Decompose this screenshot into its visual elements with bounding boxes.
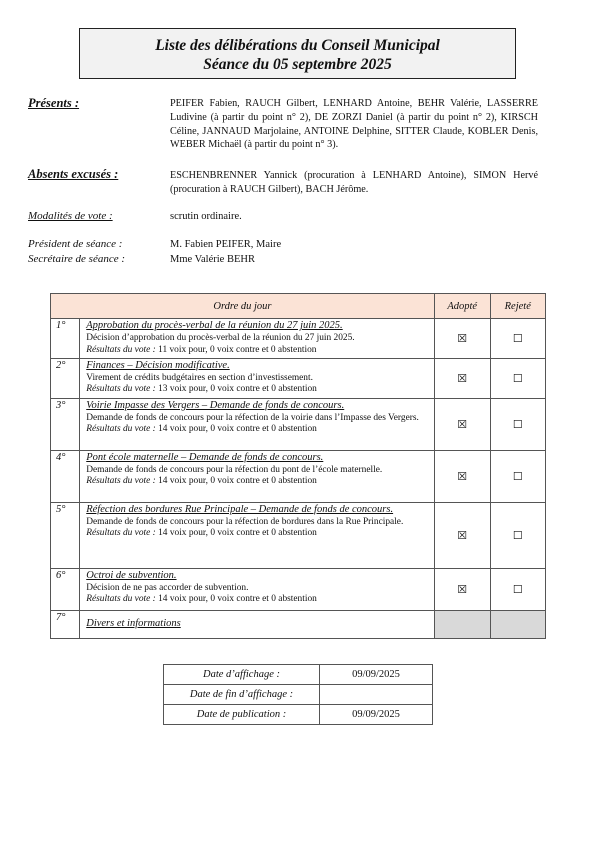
secretary-value: Mme Valérie BEHR (170, 254, 255, 265)
agenda-item-title: Divers et informations (86, 617, 181, 629)
agenda-row (51, 502, 546, 568)
vote-mode-value: scrutin ordinaire. (170, 211, 242, 222)
secretary-label: Secrétaire de séance : (28, 253, 126, 265)
agenda-item-content (80, 450, 435, 502)
posting-row (164, 665, 433, 685)
document-title-box (79, 28, 516, 79)
agenda-item-content (80, 502, 435, 568)
adopted-checkbox: ☒ (434, 568, 490, 610)
agenda-item-title: Réfection des bordures Rue Principale – Demande de fonds de concours. (86, 503, 394, 515)
president-label: Président de séance : (28, 238, 123, 250)
agenda-item-number: 5° (51, 502, 80, 568)
vote-results-label: Résultats du vote : (86, 344, 156, 355)
agenda-item-content (80, 319, 435, 359)
agenda-item-number: 3° (51, 398, 80, 450)
agenda-item-title: Octroi de subvention. (86, 569, 177, 581)
posting-row (164, 685, 433, 705)
agenda-item-content (80, 568, 435, 610)
posting-row (164, 705, 433, 725)
publication-value: 09/09/2025 (320, 705, 433, 725)
adopted-checkbox: ☒ (434, 398, 490, 450)
session-date: Séance du 05 septembre 2025 (203, 56, 392, 73)
agenda-item-number: 2° (51, 358, 80, 398)
agenda-item-title: Pont école maternelle – Demande de fonds de concours. (86, 451, 324, 463)
display-date-label: Date d’affichage : (164, 665, 320, 685)
rejected-checkbox: ☐ (490, 502, 545, 568)
adopted-checkbox: ☒ (434, 502, 490, 568)
rejected-checkbox: ☐ (490, 450, 545, 502)
vote-results-value: 14 voix pour, 0 voix contre et 0 abstention (155, 476, 317, 486)
display-date-value: 09/09/2025 (320, 665, 433, 685)
rejected-checkbox: ☐ (490, 358, 545, 398)
agenda-item-content (80, 398, 435, 450)
vote-results-value: 14 voix pour, 0 voix contre et 0 abstention (155, 424, 317, 434)
adopted-checkbox: ☒ (434, 319, 490, 359)
vote-results-label: Résultats du vote : (86, 424, 156, 434)
agenda-body (51, 319, 546, 639)
agenda-item-number: 4° (51, 450, 80, 502)
vote-results-value: 13 voix pour, 0 voix contre et 0 abstention (155, 384, 317, 394)
agenda-item-description: Demande de fonds de concours pour la réfection de bordures dans la Rue Principale. (86, 516, 404, 527)
vote-results-label: Résultats du vote : (86, 384, 156, 394)
document-title: Liste des délibérations du Conseil Municipal (155, 37, 440, 54)
agenda-header-adopted: Adopté (434, 294, 490, 319)
agenda-item-description: Demande de fonds de concours pour la réfection de la voirie dans l’Impasse des Vergers. (86, 412, 419, 423)
agenda-item-content (80, 610, 435, 638)
agenda-row (51, 319, 546, 359)
end-display-value (320, 685, 433, 705)
agenda-item-result (86, 345, 430, 356)
agenda-table (50, 293, 546, 639)
agenda-item-description: Décision de ne pas accorder de subvention. (86, 582, 249, 593)
present-list: PEIFER Fabien, RAUCH Gilbert, LENHARD Antoine, BEHR Valérie, LASSERRE Ludivine (à partir du point n° 2), DE ZORZI Daniel (à partir du point n° 2), KIRSCH Céline, JANNAUD Marjolaine, ANTOINE Delphine, SITTER Claude, KOBLER Denis, WEBER Michaël (à partir du point n° 3). (170, 98, 538, 151)
agenda-row (51, 568, 546, 610)
adopted-checkbox: ☒ (434, 450, 490, 502)
rejected-checkbox: ☐ (490, 319, 545, 359)
agenda-header-row (51, 294, 546, 319)
vote-results-label: Résultats du vote : (86, 594, 156, 604)
vote-results-label: Résultats du vote : (86, 476, 156, 486)
present-label: Présents : (28, 96, 80, 110)
agenda-item-result (86, 594, 430, 605)
agenda-header-rejected: Rejeté (490, 294, 545, 319)
vote-mode-label: Modalités de vote : (28, 210, 113, 222)
vote-results-label: Résultats du vote : (86, 528, 156, 538)
agenda-item-result (86, 384, 430, 395)
agenda-item-result (86, 476, 430, 487)
rejected-empty-cell (490, 610, 545, 638)
president-value: M. Fabien PEIFER, Maire (170, 239, 282, 250)
agenda-item-title: Voirie Impasse des Vergers – Demande de fonds de concours. (86, 399, 345, 411)
agenda-item-description: Virement de crédits budgétaires en section d’investissement. (86, 372, 313, 383)
adopted-empty-cell (434, 610, 490, 638)
vote-results-value: 11 voix pour, 0 voix contre et 0 abstention (155, 344, 317, 355)
vote-results-value: 14 voix pour, 0 voix contre et 0 abstention (155, 528, 317, 538)
agenda-item-content (80, 358, 435, 398)
agenda-header-order: Ordre du jour (51, 294, 435, 319)
absent-label: Absents excusés : (28, 167, 119, 181)
agenda-item-title: Finances – Décision modificative. (86, 359, 230, 371)
posting-table (163, 664, 433, 725)
rejected-checkbox: ☐ (490, 398, 545, 450)
agenda-item-result (86, 528, 430, 539)
rejected-checkbox: ☐ (490, 568, 545, 610)
publication-label: Date de publication : (164, 705, 320, 725)
vote-results-value: 14 voix pour, 0 voix contre et 0 abstention (155, 594, 317, 604)
agenda-item-title: Approbation du procès-verbal de la réunion du 27 juin 2025. (86, 320, 343, 331)
agenda-row (51, 610, 546, 638)
agenda-row (51, 398, 546, 450)
agenda-item-result (86, 424, 430, 435)
end-display-label: Date de fin d’affichage : (164, 685, 320, 705)
agenda-item-description: Décision d’approbation du procès-verbal de la réunion du 27 juin 2025. (86, 333, 355, 343)
agenda-item-number: 6° (51, 568, 80, 610)
agenda-item-number: 7° (51, 610, 80, 638)
agenda-item-description: Demande de fonds de concours pour la réfection du pont de l’école maternelle. (86, 464, 383, 475)
agenda-item-number: 1° (51, 319, 80, 359)
absent-list: ESCHENBRENNER Yannick (procuration à LENHARD Antoine), SIMON Hervé (procuration à RAUCH Gilbert), BACH Jérôme. (170, 170, 538, 195)
agenda-row (51, 358, 546, 398)
adopted-checkbox: ☒ (434, 358, 490, 398)
agenda-row (51, 450, 546, 502)
